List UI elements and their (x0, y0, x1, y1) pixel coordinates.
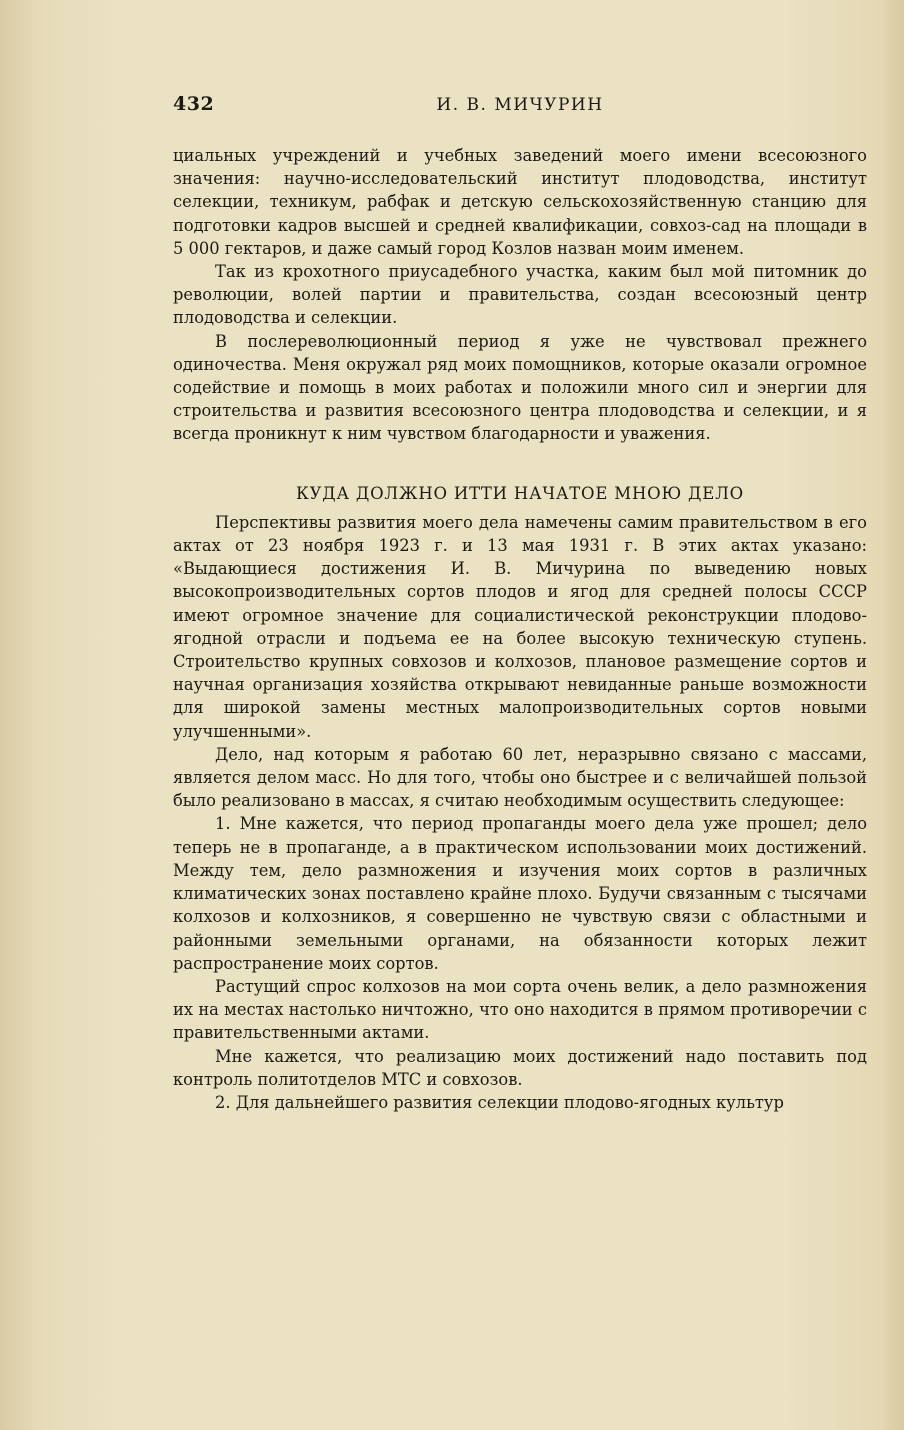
paragraph: В послереволюционный период я уже не чувствовал прежнего одиночества. Меня окружал ряд моих помощников, которые оказали огромное содействие и помощь в моих работах и положили много сил и энергии для строительства и развития всесоюзного центра плодоводства и селекции, и я всегда проникнут к ним чувством благодарности и уважения. (173, 331, 867, 444)
paragraph: Растущий спрос колхозов на мои сорта очень велик, а дело размножения их на местах настолько ничтожно, что оно находится в прямом противоречии с правительственными актами. (173, 976, 867, 1043)
paragraph: Дело, над которым я работаю 60 лет, неразрывно связано с массами, является делом масс. Но для того, чтобы оно быстрее и с величайшей пользой было реализовано в массах, я считаю необходимым осуществить следующее: (173, 744, 867, 811)
body-text (173, 144, 867, 1114)
paragraph: циальных учреждений и учебных заведений моего имени всесоюзного значения: научно-исследовательский институт плодоводства, институт селекции, техникум, рабфак и детскую сельскохозяйственную станцию для подготовки кадров высшей и средней квалификации, совхоз-сад на площади в 5 000 гектаров, и даже самый город Козлов назван моим именем. (173, 146, 867, 258)
paragraph: Так из крохотного приусадебного участка, каким был мой питомник до революции, волей партии и правительства, создан всесоюзный центр плодоводства и селекции. (173, 262, 867, 328)
running-head: И. В. МИЧУРИН (436, 95, 604, 115)
paragraph: 2. Для дальнейшего развития селекции плодово-ягодных культур (215, 1092, 784, 1112)
paragraph: Перспективы развития моего дела намечены самим правительством в его актах от 23 ноября 1923 г. и 13 мая 1931 г. В этих актах указано: «Выдающиеся достижения И. В. Мичурина по выведению новых высокопроизводительных сортов плодов и ягод для средней полосы СССР имеют огромное значение для социалистической реконструкции плодово-ягодной отрасли и подъема ее на более высокую техническую ступень. Строительство крупных совхозов и колхозов, плановое размещение сортов и научная организация хозяйства открывают невиданные раньше возможности для широкой замены местных малопроизводительных сортов новыми улучшенными». (173, 512, 867, 741)
page-number: 432 (173, 93, 215, 115)
section-title: КУДА ДОЛЖНО ИТТИ НАЧАТОЕ МНОЮ ДЕЛО (296, 483, 744, 503)
paragraph: 1. Мне кажется, что период пропаганды моего дела уже прошел; дело теперь не в пропаганде, а в практическом использовании моих достижений. Между тем, дело размножения и изучения моих сортов в различных климатических зонах поставлено крайне плохо. Будучи связанным с тысячами колхозов и колхозников, я совершенно не чувствую связи с областными и районными земельными органами, на обязанности которых лежит распространение моих сортов. (173, 814, 867, 973)
page-header (173, 93, 867, 123)
paragraph: Мне кажется, что реализацию моих достижений надо поставить под контроль политотделов МТС и совхозов. (173, 1046, 867, 1089)
